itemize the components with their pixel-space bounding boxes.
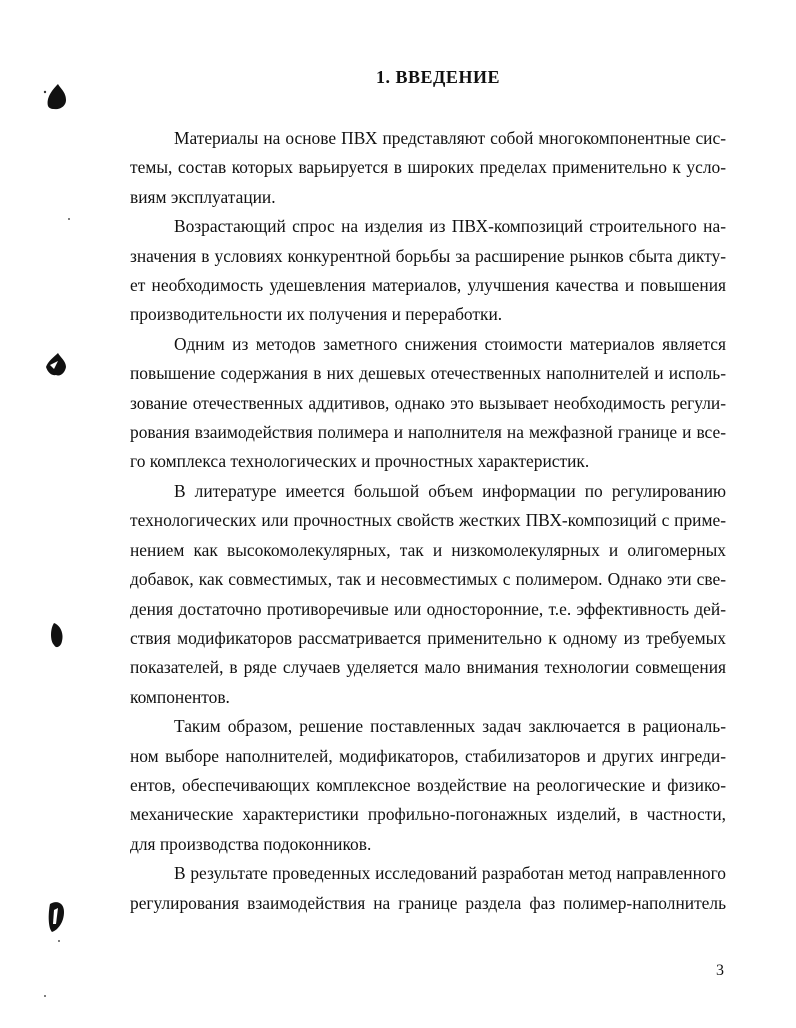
binding-hole-mark [40, 615, 74, 655]
scan-speck [68, 218, 70, 220]
text-line: Возрастающий спрос на изделия из ПВХ-композиций строительного на- [174, 216, 726, 237]
text-line: значения в условиях конкурентной борьбы за расширение рынков сбыта дикту- [130, 245, 726, 266]
section-title: 1. ВВЕДЕНИЕ [376, 67, 500, 87]
text-line: В литературе имеется большой объем информации по регулированию [174, 480, 726, 501]
binding-hole-mark [40, 894, 74, 934]
text-line: механические характеристики профильно-погонажных изделий, в частности, [130, 804, 726, 825]
scan-speck [58, 940, 60, 942]
text-line: для производства подоконников. [130, 833, 372, 854]
text-line: зование отечественных аддитивов, однако это вызывает необходимость регули- [130, 392, 726, 413]
text-line: дения достаточно противоречивые или односторонние, т.е. эффективность дей- [130, 598, 726, 619]
text-line: темы, состав которых варьируется в широких пределах применительно к усло- [130, 157, 726, 178]
text-line: Одним из методов заметного снижения стоимости материалов является [174, 333, 726, 354]
text-line: рования взаимодействия полимера и наполнителя на межфазной границе и все- [130, 422, 726, 443]
text-line: ном выборе наполнителей, модификаторов, стабилизаторов и других ингреди- [130, 745, 726, 766]
text-line: Таким образом, решение поставленных задач заключается в рациональ- [174, 716, 726, 737]
binding-hole-mark [40, 345, 74, 385]
text-line: регулирования взаимодействия на границе раздела фаз полимер-наполнитель [130, 892, 726, 913]
text-line: ствия модификаторов рассматривается применительно к одному из требуемых [130, 627, 726, 648]
text-line: Материалы на основе ПВХ представляют собой многокомпонентные сис- [174, 128, 726, 148]
text-line: В результате проведенных исследований разработан метод направленного [174, 863, 726, 884]
page-number: 3 [716, 962, 724, 979]
text-line: виям эксплуатации. [130, 186, 276, 207]
text-line: технологических или прочностных свойств жестких ПВХ-композиций с приме- [130, 510, 726, 531]
text-line: производительности их получения и переработки. [130, 304, 503, 325]
text-line: ет необходимость удешевления материалов, улучшения качества и повышения [130, 275, 726, 296]
text-line: ентов, обеспечивающих комплексное воздействие на реологические и физико- [130, 774, 726, 795]
text-line: показателей, в ряде случаев уделяется мало внимания технологии совмещения [130, 657, 726, 678]
scan-speck [44, 995, 46, 997]
text-line: добавок, как совместимых, так и несовместимых с полимером. Однако эти све- [130, 569, 726, 590]
text-line: го комплекса технологических и прочностных характеристик. [130, 451, 590, 472]
text-line: нением как высокомолекулярных, так и низкомолекулярных и олигомерных [130, 539, 726, 560]
text-line: компонентов. [130, 686, 230, 707]
body-text [130, 124, 726, 918]
text-line: повышение содержания в них дешевых отечественных наполнителей и исполь- [130, 363, 726, 384]
